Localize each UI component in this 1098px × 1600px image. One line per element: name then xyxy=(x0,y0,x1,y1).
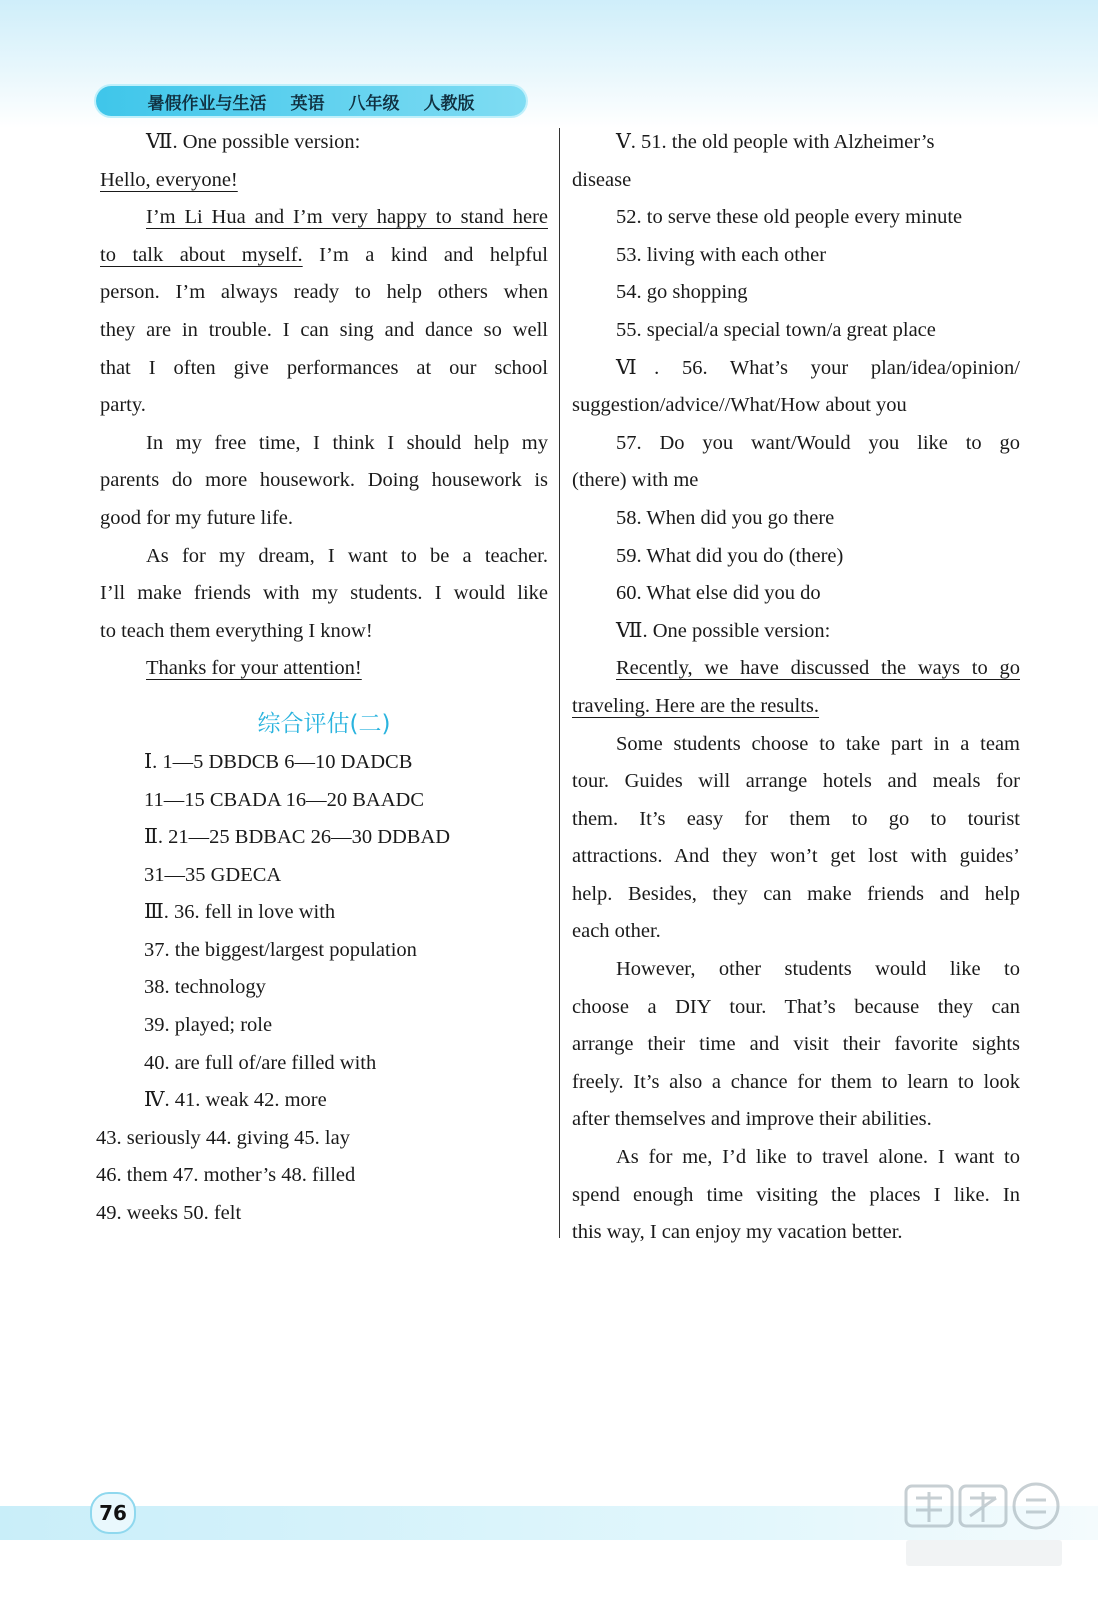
section-title: 综合评估(二) xyxy=(257,710,391,737)
answer-line: Ⅰ. 1—5 DBDCB 6—10 DADCB xyxy=(144,750,413,773)
essay-line: I’ll make friends with my students. I would like xyxy=(100,582,548,605)
answer-line: 37. the biggest/largest population xyxy=(144,938,417,961)
answer-line: 55. special/a special town/a great place xyxy=(616,318,936,341)
essay-line: Some students choose to take part in a team xyxy=(616,732,1020,755)
answer-line: 49. weeks 50. felt xyxy=(96,1202,242,1225)
essay-line: good for my future life. xyxy=(100,506,293,529)
answer-line: 54. go shopping xyxy=(616,281,748,304)
answer-line: 53. living with each other xyxy=(616,243,827,266)
essay-line: tour. Guides will arrange hotels and meals for xyxy=(572,770,1020,793)
column-divider xyxy=(559,128,560,1238)
answer-line: 43. seriously 44. giving 45. lay xyxy=(96,1126,350,1149)
book-header-banner xyxy=(96,86,526,116)
essay-line: However, other students would like to xyxy=(616,958,1020,981)
essay-line: to talk about myself. I’m a kind and helpful xyxy=(100,243,549,266)
essay-line: I’m Li Hua and I’m very happy to stand here xyxy=(146,206,548,229)
answer-line: Ⅴ. 51. the old people with Alzheimer’s xyxy=(616,131,935,153)
page-number: 76 xyxy=(90,1492,136,1534)
answer-line: 38. technology xyxy=(144,976,266,999)
answer-line: 39. played; role xyxy=(144,1014,273,1037)
essay-greeting: Hello, everyone! xyxy=(100,168,238,191)
section-7-label: Ⅶ. One possible version: xyxy=(146,131,361,153)
essay-line: As for me, I’d like to travel alone. I want to xyxy=(616,1146,1020,1169)
answer-line: Ⅱ. 21—25 BDBAC 26—30 DDBAD xyxy=(144,826,451,849)
answer-line: Ⅵ. 56. What’s your plan/idea/opinion/ xyxy=(616,356,1020,379)
header-edition: 人教版 xyxy=(423,93,475,114)
essay-line: help. Besides, they can make friends and help xyxy=(572,882,1020,905)
essay-line: traveling. Here are the results. xyxy=(572,694,820,717)
answer-line: 52. to serve these old people every minute xyxy=(616,206,963,229)
left-column xyxy=(96,124,549,1233)
essay-line: after themselves and improve their abilities. xyxy=(572,1108,932,1131)
answer-line: 60. What else did you do xyxy=(616,582,821,605)
answer-line: 31—35 GDECA xyxy=(144,863,282,886)
essay-closing: Thanks for your attention! xyxy=(146,657,362,680)
essay-line: parents do more housework. Doing housework is xyxy=(100,469,548,492)
essay-line: attractions. And they won’t get lost with guides’ xyxy=(572,845,1020,868)
essay-line: them. It’s easy for them to go to tourist xyxy=(572,807,1020,830)
essay-line: they are in trouble. I can sing and dance so well xyxy=(100,318,548,341)
essay-line: choose a DIY tour. That’s because they can xyxy=(572,995,1020,1018)
essay-line: In my free time, I think I should help my xyxy=(146,431,548,454)
essay-line: freely. It’s also a chance for them to learn to look xyxy=(572,1070,1020,1093)
right-column xyxy=(572,124,1020,1252)
essay-line: As for my dream, I want to be a teacher. xyxy=(146,544,548,567)
essay-line: party. xyxy=(100,394,146,417)
header-subject: 英语 xyxy=(290,93,325,114)
answer-line: disease xyxy=(572,168,632,191)
answer-line: 46. them 47. mother’s 48. filled xyxy=(96,1164,356,1187)
answer-line: Ⅳ. 41. weak 42. more xyxy=(144,1089,327,1112)
essay-line: person. I’m always ready to help others when xyxy=(100,281,548,304)
essay-line: arrange their time and visit their favorite sights xyxy=(572,1033,1020,1056)
answer-line: suggestion/advice//What/How about you xyxy=(572,394,907,417)
header-grade: 八年级 xyxy=(348,93,400,114)
essay-line: spend enough time visiting the places I like. In xyxy=(572,1183,1020,1206)
watermark-logo xyxy=(900,1480,1070,1572)
answer-line: Ⅲ. 36. fell in love with xyxy=(144,901,336,924)
answer-line: 11—15 CBADA 16—20 BAADC xyxy=(144,788,425,811)
essay-line: each other. xyxy=(572,920,661,943)
answer-line: 40. are full of/are filled with xyxy=(144,1051,377,1074)
essay-line: that I often give performances at our school xyxy=(100,356,548,379)
essay-line: Recently, we have discussed the ways to go xyxy=(616,657,1020,680)
answer-line: 57. Do you want/Would you like to go xyxy=(616,431,1020,454)
section-7-label: Ⅶ. One possible version: xyxy=(616,619,831,642)
answer-line: 58. When did you go there xyxy=(616,506,835,529)
essay-line: this way, I can enjoy my vacation better. xyxy=(572,1221,903,1244)
header-title: 暑假作业与生活 xyxy=(147,93,267,114)
answer-line: 59. What did you do (there) xyxy=(616,544,844,567)
answer-line: (there) with me xyxy=(572,469,699,492)
essay-line: to teach them everything I know! xyxy=(100,619,373,642)
